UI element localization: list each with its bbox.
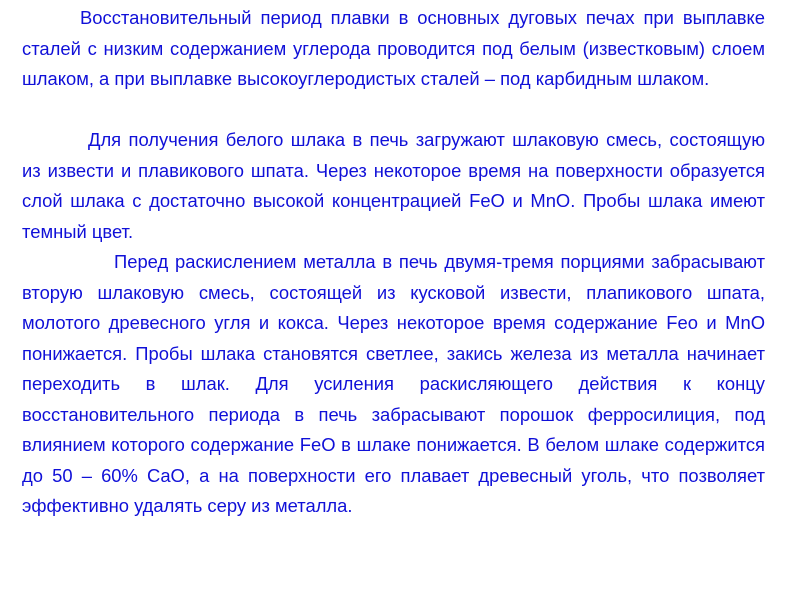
- paragraph-deoxidation: Перед раскислением металла в печь двумя-тремя порциями забрасывают вторую шлаковую смесь, состоящей из кусковой извести, плапикового шпата, молотого древесного угля и кокса. Через некоторое время содержание Feo и MnO понижается. Пробы шлака становятся светлее, закись железа из металла начинает переходить в шлак. Для усиления раскисляющего действия к концу восстановительного периода в печь забрасывают порошок ферросилиция, под влиянием которого содержание FeO в шлаке понижается. В белом шлаке содержится до 50 – 60% CaO, а на поверхности его плавает древесный уголь, что позволяет эффективно удалять серу из металла.: [22, 251, 765, 517]
- paragraph-white-slag-formation: Для получения белого шлака в печь загружают шлаковую смесь, состоящую из извести и плавикового шпата. Через некоторое время на поверхности образуется слой шлака с достаточно высокой концентрацией FeO и MnO. Пробы шлака имеют темный цвет.: [22, 129, 765, 242]
- paragraph-recovery-period: Восстановительный период плавки в основных дуговых печах при выплавке сталей с низким содержанием углерода проводится под белым (известковым) слоем шлаком, а при выплавке высокоуглеродистых сталей – под карбидным шлаком.: [22, 7, 765, 90]
